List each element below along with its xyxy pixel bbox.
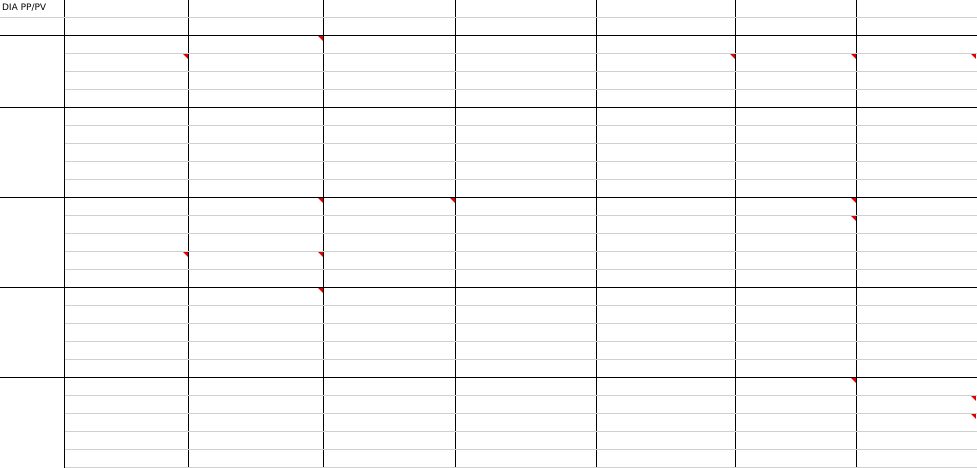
comment-marker	[450, 198, 455, 203]
menu-cell[interactable]	[857, 90, 977, 108]
meal-label-desayuno[interactable]	[0, 36, 65, 54]
menu-cell[interactable]	[857, 414, 977, 432]
menu-cell[interactable]	[857, 54, 977, 72]
menu-cell[interactable]	[456, 54, 597, 72]
menu-cell[interactable]	[736, 432, 857, 450]
menu-cell[interactable]	[189, 414, 324, 432]
menu-cell[interactable]	[456, 450, 597, 468]
menu-cell[interactable]	[65, 396, 189, 414]
menu-cell[interactable]	[65, 270, 189, 288]
menu-cell[interactable]	[736, 90, 857, 108]
menu-cell[interactable]	[597, 90, 736, 108]
menu-cell[interactable]	[597, 54, 736, 72]
menu-cell[interactable]	[736, 234, 857, 252]
menu-cell[interactable]	[65, 198, 189, 216]
menu-cell[interactable]	[324, 234, 456, 252]
day-name-4[interactable]	[597, 18, 736, 35]
menu-cell[interactable]	[597, 378, 736, 396]
menu-cell[interactable]	[65, 288, 189, 306]
menu-cell[interactable]	[597, 216, 736, 234]
menu-cell[interactable]	[324, 108, 456, 126]
menu-cell[interactable]	[324, 72, 456, 90]
comment-marker	[183, 252, 188, 257]
menu-cell[interactable]	[189, 378, 324, 396]
menu-cell[interactable]	[65, 54, 189, 72]
menu-cell[interactable]	[597, 252, 736, 270]
row-divider	[65, 161, 977, 162]
day-name-6[interactable]	[857, 18, 977, 35]
menu-cell[interactable]	[857, 450, 977, 468]
comment-marker	[851, 216, 856, 221]
menu-cell[interactable]	[324, 270, 456, 288]
menu-cell[interactable]	[324, 378, 456, 396]
menu-cell[interactable]	[736, 54, 857, 72]
menu-cell[interactable]	[65, 414, 189, 432]
menu-cell[interactable]	[456, 216, 597, 234]
day-type-1[interactable]	[189, 0, 324, 17]
comment-marker	[318, 198, 323, 203]
menu-cell[interactable]	[65, 36, 189, 54]
row-divider	[65, 179, 977, 180]
menu-cell[interactable]	[736, 198, 857, 216]
menu-cell[interactable]	[65, 234, 189, 252]
menu-cell[interactable]	[857, 252, 977, 270]
menu-cell[interactable]	[189, 396, 324, 414]
day-name-2[interactable]	[324, 18, 456, 35]
menu-cell[interactable]	[189, 54, 324, 72]
menu-cell[interactable]	[597, 108, 736, 126]
menu-cell[interactable]	[189, 36, 324, 54]
menu-cell[interactable]	[736, 288, 857, 306]
menu-cell[interactable]	[189, 306, 324, 324]
menu-cell[interactable]	[456, 234, 597, 252]
menu-cell[interactable]	[189, 234, 324, 252]
comment-marker	[851, 198, 856, 203]
day-type-3[interactable]	[456, 0, 597, 17]
menu-cell[interactable]	[857, 198, 977, 216]
menu-cell[interactable]	[736, 252, 857, 270]
menu-cell[interactable]	[324, 414, 456, 432]
day-type-0[interactable]	[65, 0, 189, 17]
menu-cell[interactable]	[857, 36, 977, 54]
day-name-3[interactable]	[456, 18, 597, 35]
comment-marker	[971, 414, 976, 419]
menu-cell[interactable]	[597, 72, 736, 90]
day-name-0[interactable]	[65, 18, 189, 35]
menu-cell[interactable]	[736, 36, 857, 54]
menu-cell[interactable]	[456, 90, 597, 108]
menu-cell[interactable]	[65, 378, 189, 396]
menu-cell[interactable]	[189, 198, 324, 216]
menu-cell[interactable]	[456, 288, 597, 306]
menu-cell[interactable]	[324, 36, 456, 54]
menu-cell[interactable]	[736, 270, 857, 288]
menu-cell[interactable]	[456, 396, 597, 414]
menu-cell[interactable]	[324, 252, 456, 270]
menu-cell[interactable]	[189, 216, 324, 234]
menu-cell[interactable]	[65, 252, 189, 270]
day-name-1[interactable]	[189, 18, 324, 35]
menu-cell[interactable]	[736, 216, 857, 234]
menu-cell[interactable]	[65, 432, 189, 450]
menu-cell[interactable]	[857, 234, 977, 252]
meal-label-almuerzo[interactable]	[0, 108, 65, 126]
day-name-5[interactable]	[736, 18, 857, 35]
comment-marker	[971, 54, 976, 59]
menu-cell[interactable]	[324, 396, 456, 414]
menu-cell[interactable]	[189, 288, 324, 306]
menu-cell[interactable]	[324, 198, 456, 216]
menu-cell[interactable]	[324, 288, 456, 306]
menu-cell[interactable]	[736, 414, 857, 432]
menu-cell[interactable]	[857, 378, 977, 396]
menu-cell[interactable]	[736, 378, 857, 396]
menu-cell[interactable]	[456, 432, 597, 450]
menu-cell[interactable]	[597, 414, 736, 432]
meal-label-comida[interactable]	[0, 198, 65, 216]
menu-cell[interactable]	[324, 54, 456, 72]
day-type-4[interactable]	[597, 0, 736, 17]
menu-cell[interactable]	[65, 306, 189, 324]
menu-cell[interactable]	[456, 378, 597, 396]
day-type-5[interactable]	[736, 0, 857, 17]
menu-cell[interactable]	[597, 198, 736, 216]
menu-cell[interactable]	[736, 396, 857, 414]
menu-cell[interactable]	[65, 216, 189, 234]
comment-marker	[851, 54, 856, 59]
comment-marker	[730, 54, 735, 59]
menu-cell[interactable]	[597, 288, 736, 306]
menu-cell[interactable]	[857, 432, 977, 450]
comment-marker	[318, 36, 323, 41]
menu-cell[interactable]	[189, 324, 324, 342]
row-divider	[65, 143, 977, 144]
meal-label-merienda[interactable]	[0, 288, 65, 306]
comment-marker	[318, 288, 323, 293]
menu-cell[interactable]	[189, 252, 324, 270]
menu-cell[interactable]	[597, 234, 736, 252]
meal-label-cena[interactable]	[0, 378, 65, 396]
menu-cell[interactable]	[456, 414, 597, 432]
menu-cell[interactable]	[857, 72, 977, 90]
menu-cell[interactable]	[324, 432, 456, 450]
menu-cell[interactable]	[456, 198, 597, 216]
comment-marker	[183, 54, 188, 59]
menu-cell[interactable]	[456, 72, 597, 90]
menu-cell[interactable]	[857, 396, 977, 414]
menu-cell[interactable]	[324, 216, 456, 234]
menu-cell[interactable]	[189, 72, 324, 90]
menu-cell[interactable]	[597, 396, 736, 414]
comment-marker	[318, 252, 323, 257]
row-divider	[65, 359, 977, 360]
menu-cell[interactable]	[857, 288, 977, 306]
menu-cell[interactable]	[456, 36, 597, 54]
corner-label[interactable]: DIA PP/PV	[2, 3, 47, 13]
comment-marker	[851, 378, 856, 383]
row-divider	[65, 125, 977, 126]
comment-marker	[971, 396, 976, 401]
menu-cell[interactable]	[189, 270, 324, 288]
day-type-2[interactable]	[324, 0, 456, 17]
menu-cell[interactable]	[597, 36, 736, 54]
menu-cell[interactable]	[736, 72, 857, 90]
day-type-6[interactable]	[857, 0, 977, 17]
menu-cell[interactable]	[857, 216, 977, 234]
